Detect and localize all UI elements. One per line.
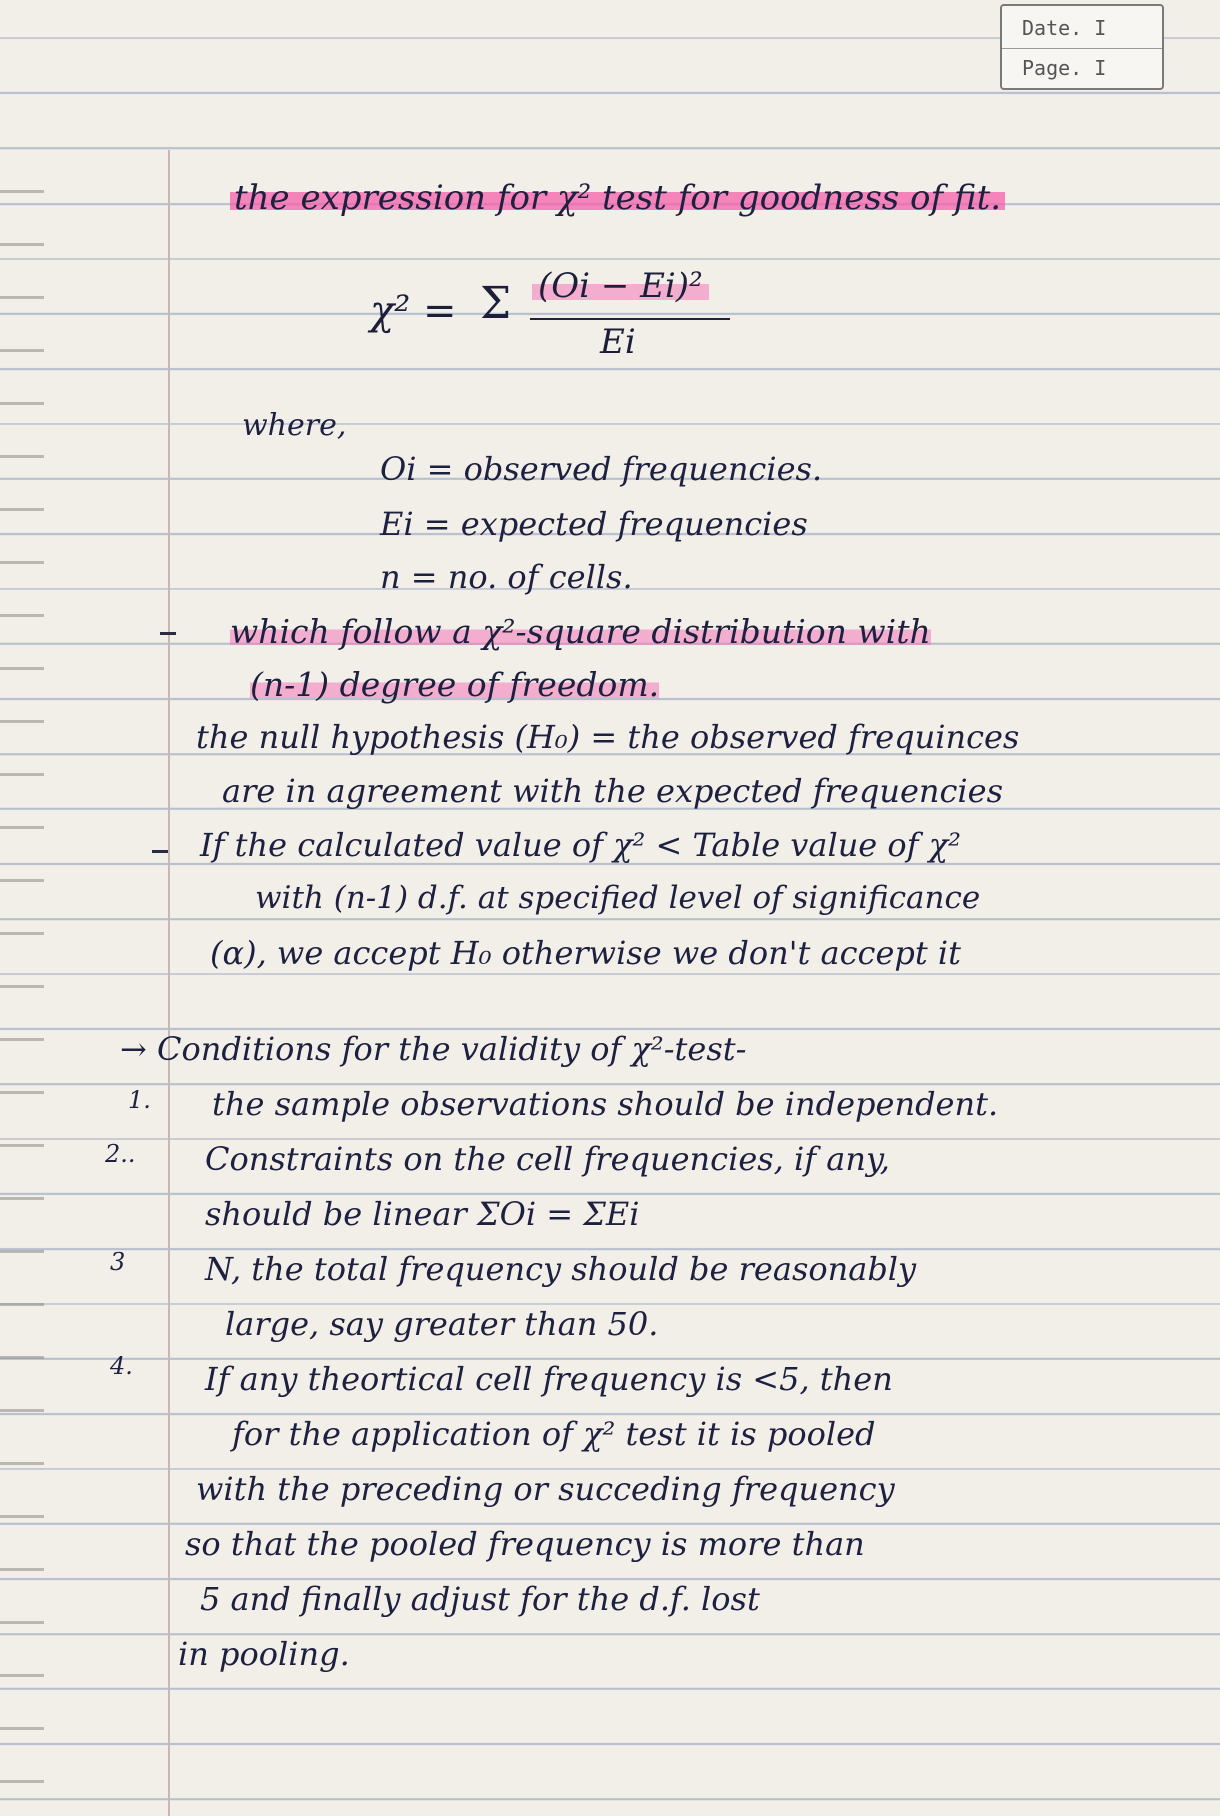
date-page-box — [1000, 4, 1164, 90]
page-title-text: the expression for χ² test for goodness of fit. — [230, 178, 1005, 218]
definition-cells: n = no. of cells. — [380, 558, 633, 596]
paragraph-line: the null hypothesis (H₀) = the observed frequinces — [196, 718, 1020, 756]
paragraph-line: with (n-1) d.f. at specified level of significance — [255, 880, 981, 916]
paragraph-line: If the calculated value of χ² < Table value of χ² — [200, 826, 961, 864]
paragraph-line: are in agreement with the expected frequencies — [222, 772, 1004, 810]
definition-observed: Oi = observed frequencies. — [380, 450, 823, 488]
condition-line: Constraints on the cell frequencies, if any, — [205, 1140, 890, 1178]
condition-line: for the application of χ² test it is pooled — [232, 1415, 876, 1453]
page-title — [230, 178, 1005, 218]
paragraph-line-text: (n-1) degree of freedom. — [250, 665, 660, 704]
chi-square-formula — [360, 260, 740, 370]
spiral-binding — [0, 170, 44, 1810]
condition-line: should be linear ΣOi = ΣEi — [205, 1195, 640, 1233]
paragraph-line: (α), we accept H₀ otherwise we don't accept it — [210, 934, 961, 972]
condition-number: 2.. — [105, 1140, 136, 1168]
conditions-heading: → Conditions for the validity of χ²-test- — [120, 1030, 747, 1068]
condition-line: large, say greater than 50. — [225, 1305, 659, 1343]
bullet-dash — [152, 850, 168, 853]
bullet-dash — [160, 632, 176, 635]
where-label: where, — [242, 408, 347, 443]
header-divider — [1002, 48, 1162, 49]
formula-fraction-bar — [530, 318, 730, 320]
formula-sum-symbol: Σ — [480, 278, 512, 329]
condition-line: with the preceding or succeding frequency — [196, 1470, 895, 1508]
condition-number: 1. — [128, 1086, 151, 1114]
date-label: Date. I — [1022, 16, 1107, 40]
condition-line: 5 and finally adjust for the d.f. lost — [200, 1580, 760, 1618]
condition-line: in pooling. — [178, 1635, 350, 1673]
paragraph-line-text: which follow a χ²-square distribution with — [230, 612, 931, 651]
formula-denominator: Ei — [600, 322, 636, 362]
margin-line — [168, 150, 170, 1816]
condition-line: N, the total frequency should be reasonably — [205, 1250, 917, 1288]
definition-expected: Ei = expected frequencies — [380, 505, 808, 543]
paragraph-line — [230, 612, 931, 651]
formula-lhs: χ² = — [370, 288, 457, 334]
condition-line: If any theortical cell frequency is <5, then — [205, 1360, 893, 1398]
condition-line: so that the pooled frequency is more than — [185, 1525, 865, 1563]
condition-line: the sample observations should be independent. — [212, 1085, 999, 1123]
page-label: Page. I — [1022, 56, 1107, 80]
paragraph-line — [250, 665, 659, 704]
condition-number: 4. — [110, 1352, 133, 1380]
formula-numerator: (Oi − Ei)² — [532, 266, 709, 306]
condition-number: 3 — [110, 1248, 126, 1276]
